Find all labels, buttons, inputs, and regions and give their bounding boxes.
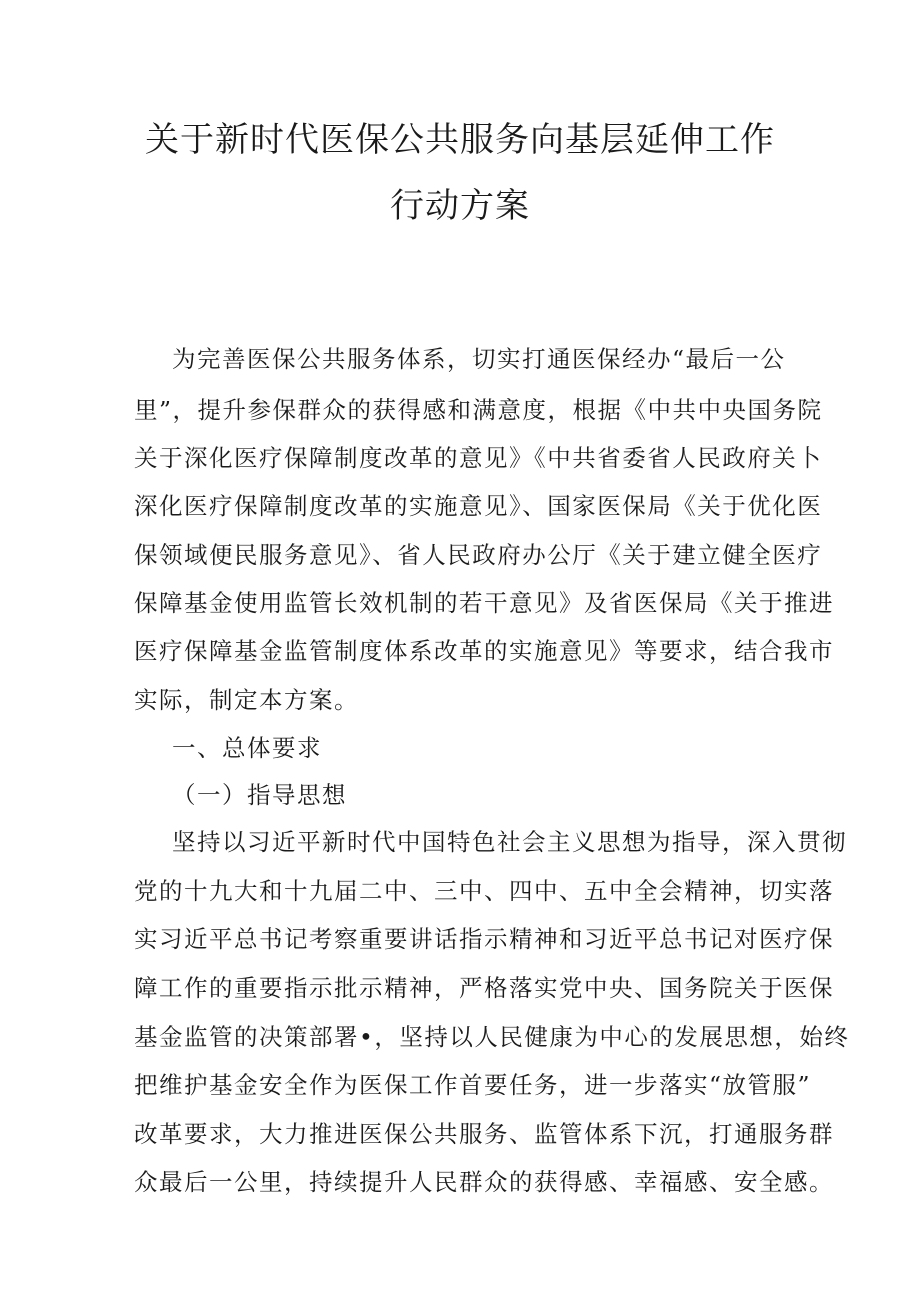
preamble-line: 深化医疗保障制度改革的实施意见》、国家医保局《关于优化医 (134, 492, 823, 520)
guiding-line: 众最后一公里，持续提升人民群众的获得感、幸福感、安全感。 (134, 1168, 834, 1196)
guiding-line: 把维护基金安全作为医保工作首要任务，进一步落实“放管服” (134, 1071, 812, 1099)
preamble-line: 为完善医保公共服务体系，切实打通医保经办“最后一公 (172, 345, 786, 373)
guiding-line: 障工作的重要指示批示精神，严格落实党中央、国务院关于医保 (134, 974, 834, 1002)
document-title-line-2: 行动方案 (390, 186, 530, 226)
subsection-heading: （一）指导思想 (172, 781, 347, 809)
guiding-line: 党的十九大和十九届二中、三中、四中、五中全会精神，切实落 (134, 877, 834, 905)
preamble-line: 里”，提升参保群众的获得感和满意度，根据《中共中央国务院 (134, 396, 823, 424)
preamble-line: 关于深化医疗保障制度改革的意见》《中共省委省人民政府关卜 (134, 444, 823, 472)
guiding-line: 实习近平总书记考察重要讲话指示精神和习近平总书记对医疗保 (134, 925, 834, 953)
guiding-line: 坚持以习近平新时代中国特色社会主义思想为指导，深入贯彻 (172, 828, 847, 856)
preamble-line: 保障基金使用监管长效机制的若干意见》及省医保局《关于推进 (134, 589, 834, 617)
preamble-line: 实际，制定本方案。 (134, 686, 359, 714)
section-heading: 一、总体要求 (172, 734, 322, 762)
guiding-line: 基金监管的决策部署•，坚持以人民健康为中心的发展思想，始终 (134, 1023, 850, 1051)
preamble-line: 保领域便民服务意见》、省人民政府办公厅《关于建立健全医疗 (134, 541, 823, 569)
document-title-line-1: 关于新时代医保公共服务向基层延伸工作 (145, 120, 775, 160)
preamble-line: 医疗保障基金监管制度体系改革的实施意见》等要求，结合我市 (134, 637, 834, 665)
guiding-line: 改革要求，大力推进医保公共服务、监管体系下沉，打通服务群 (134, 1120, 834, 1148)
